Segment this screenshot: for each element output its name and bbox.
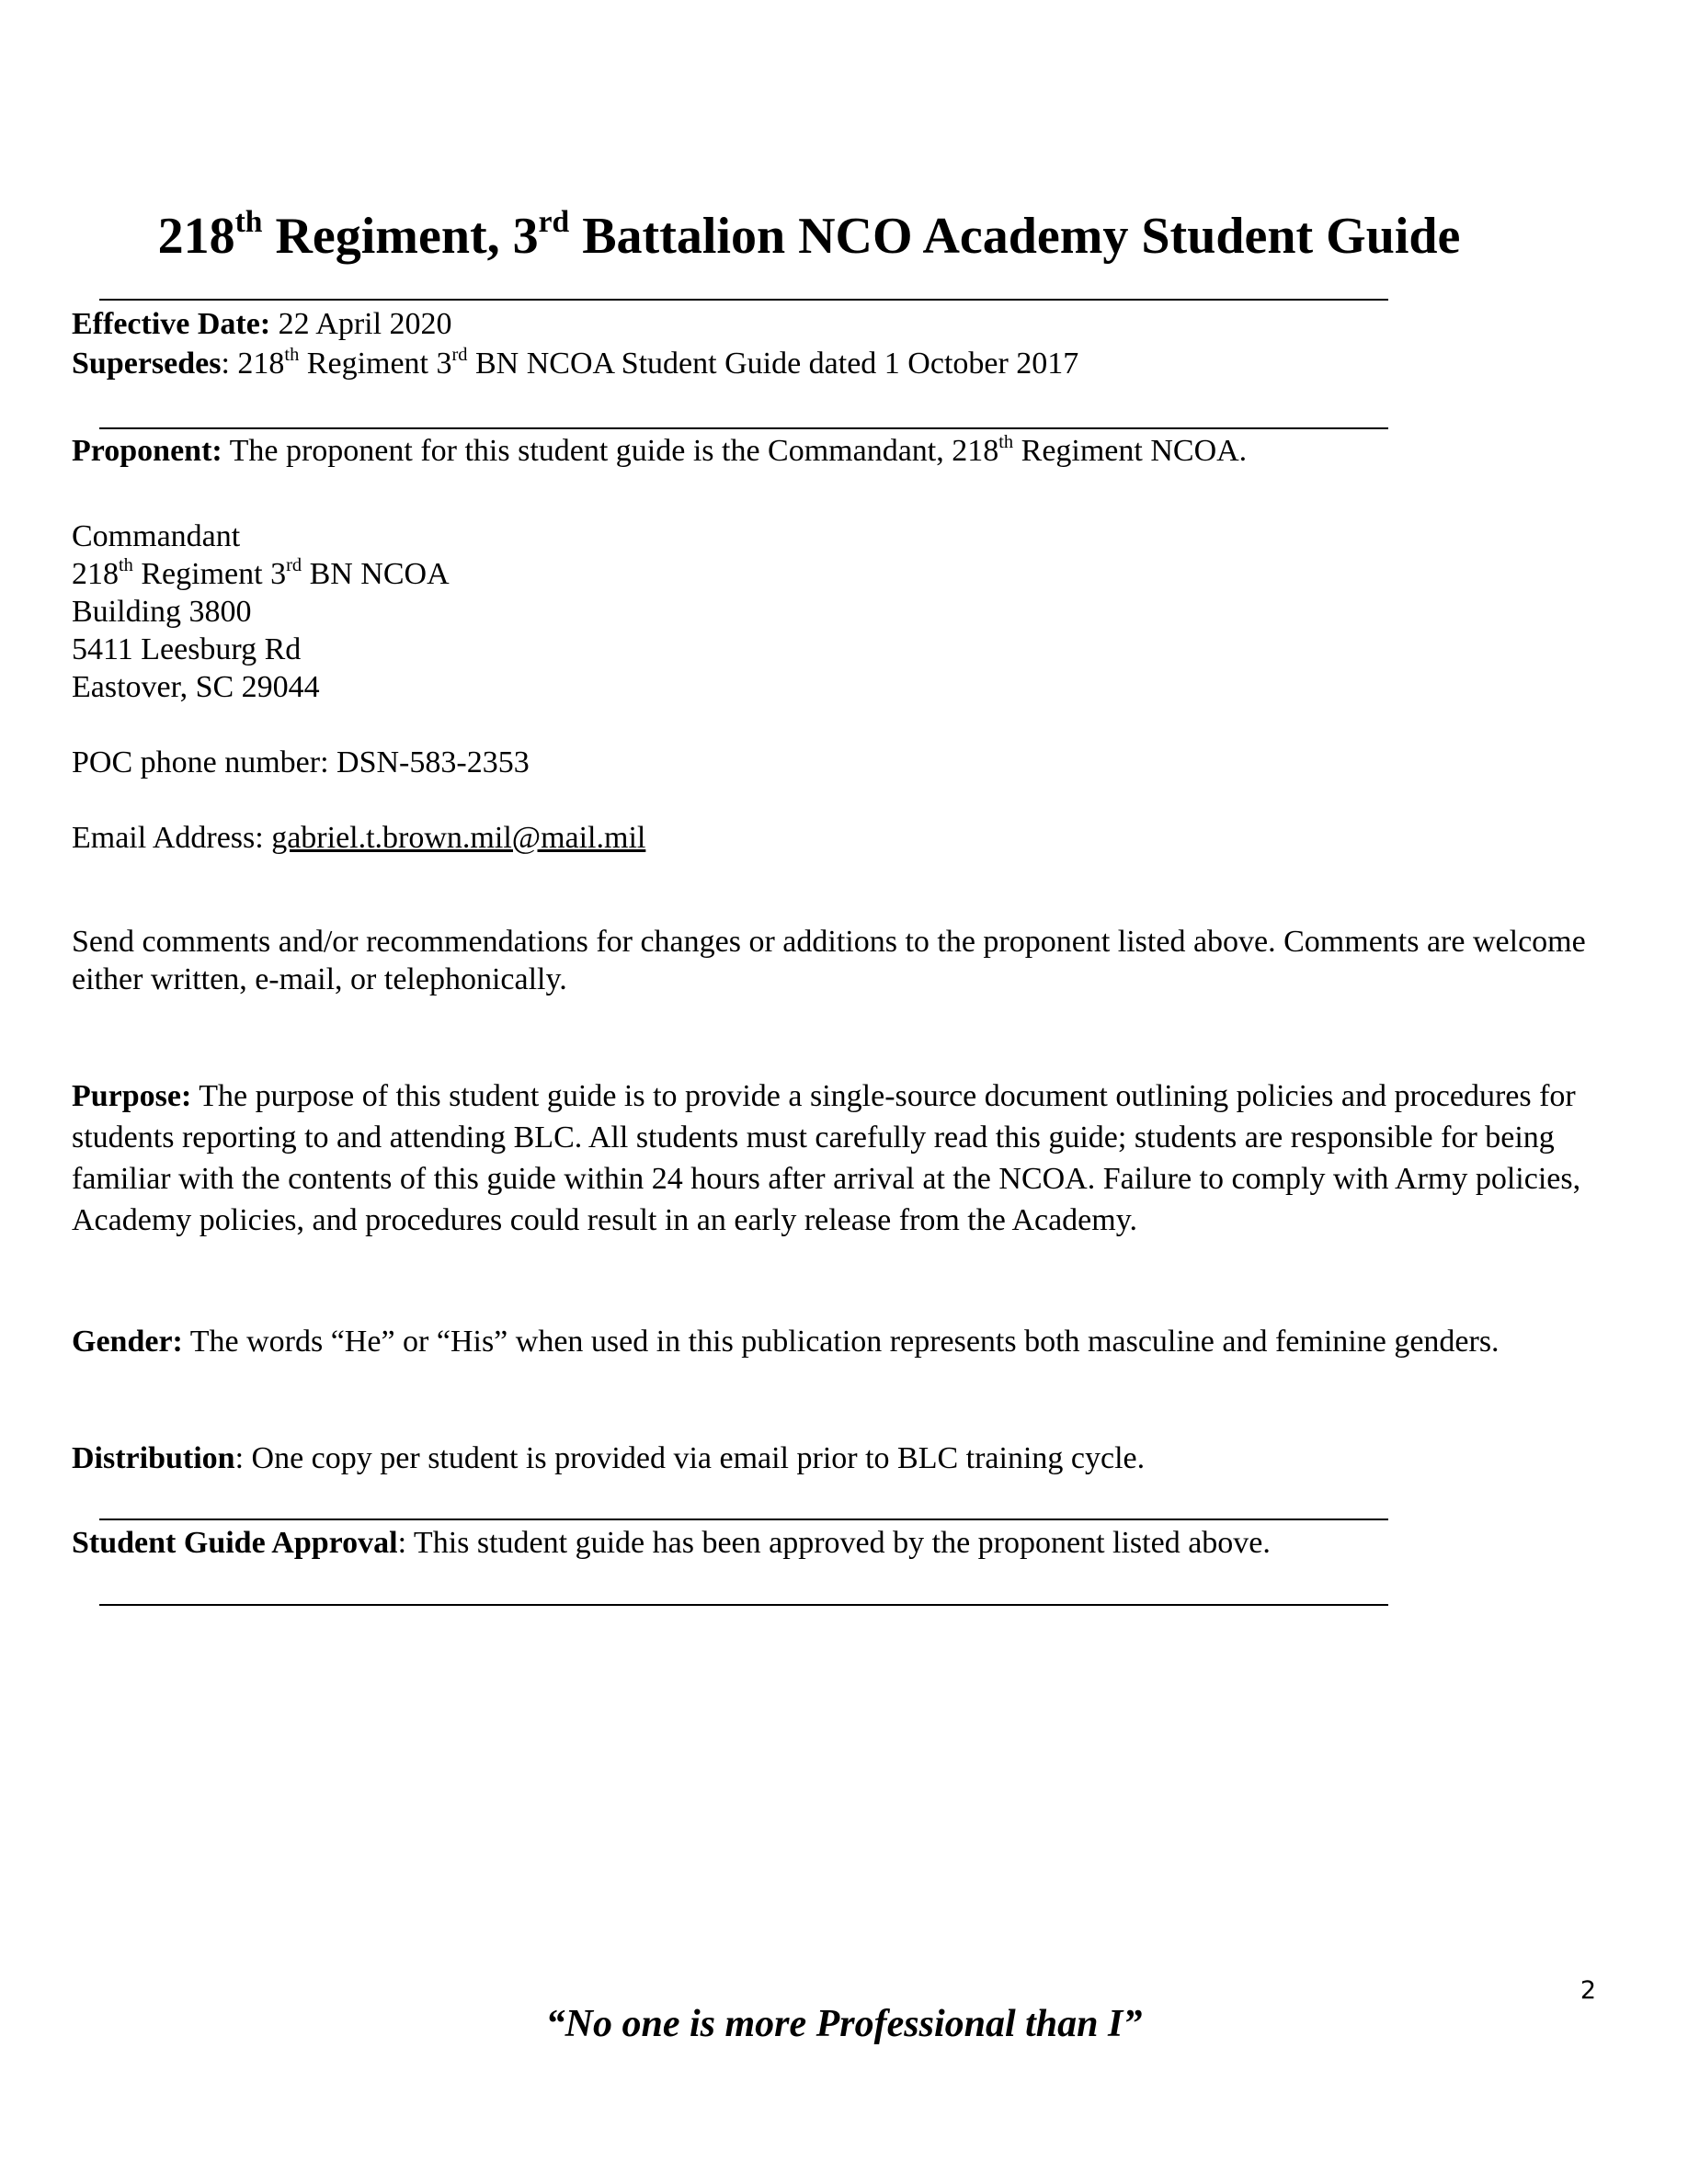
purpose-paragraph: Purpose: The purpose of this student guide is to provide a single-source document outlining policies and procedures for students reporting to and attending BLC. All students must carefully read this guide; students are responsible for being familiar with the contents of this guide within 24 hours after arrival at the NCOA. Failure to comply with Army policies, Academy policies, and procedures could result in an early release from the Academy. [72, 1079, 1581, 1237]
email-label: Email Address: [72, 821, 272, 855]
email-link[interactable]: gabriel.t.brown.mil@mail.mil [271, 821, 646, 855]
distribution-paragraph: Distribution: One copy per student is provided via email prior to BLC training cycle. [72, 1441, 1146, 1475]
supersedes: Supersedes: 218th Regiment 3rd BN NCOA Student Guide dated 1 October 2017 [72, 344, 1079, 381]
proponent: Proponent: The proponent for this student guide is the Commandant, 218th Regiment NCOA. [72, 431, 1248, 468]
address-line-1: Commandant [72, 519, 241, 553]
divider-line [99, 427, 1388, 429]
page-title: 218th Regiment, 3rd Battalion NCO Academy Student Guide [157, 204, 1461, 265]
address-line-3: Building 3800 [72, 595, 252, 629]
poc-phone: POC phone number: DSN-583-2353 [72, 745, 530, 779]
effective-date: Effective Date: 22 April 2020 [72, 307, 452, 341]
gender-paragraph: Gender: The words “He” or “His” when used in this publication represents both masculine and feminine genders. [72, 1325, 1500, 1359]
address-line-5: Eastover, SC 29044 [72, 670, 320, 704]
footer-motto: “No one is more Professional than I” [545, 2003, 1143, 2045]
email-address [72, 819, 645, 857]
comments-paragraph: Send comments and/or recommendations for changes or additions to the proponent listed above. Comments are welcome either written, e-mail, or telephonically. [72, 925, 1586, 996]
divider-line [99, 1604, 1388, 1606]
address-line-2: 218th Regiment 3rd BN NCOA [72, 554, 450, 591]
divider-line [99, 299, 1388, 301]
divider-line [99, 1519, 1388, 1520]
page-number: 2 [1580, 1976, 1596, 2005]
address-line-4: 5411 Leesburg Rd [72, 632, 302, 666]
approval-paragraph: Student Guide Approval: This student guide has been approved by the proponent listed above. [72, 1526, 1271, 1560]
